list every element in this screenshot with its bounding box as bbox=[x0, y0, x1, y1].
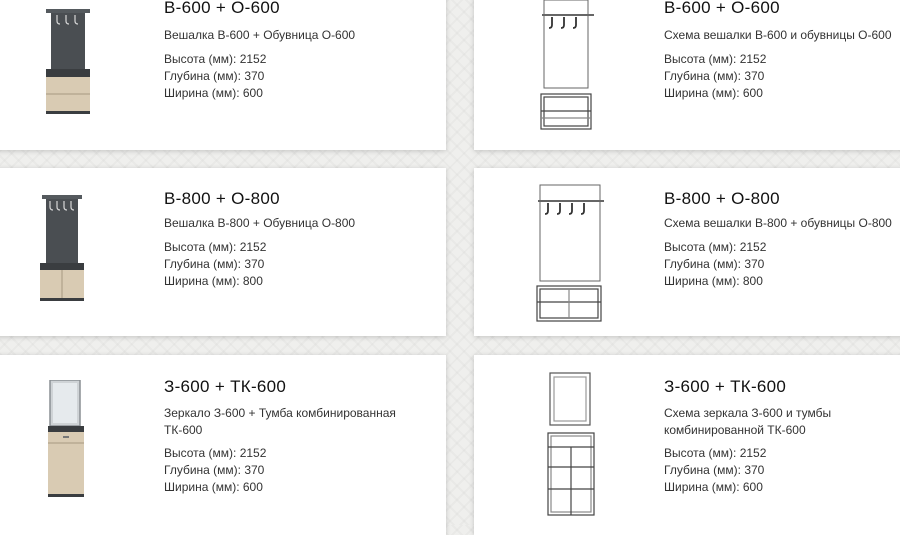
product-specs bbox=[664, 445, 766, 496]
product-subtitle: Схема зеркала З-600 и тумбы комбинированной ТК-600 bbox=[664, 406, 832, 437]
product-specs bbox=[164, 51, 266, 102]
product-photo[interactable] bbox=[40, 192, 84, 302]
spec-depth: Глубина (мм): 370 bbox=[164, 463, 265, 477]
product-specs bbox=[664, 51, 766, 102]
product-specs bbox=[164, 445, 266, 496]
spec-width: Ширина (мм): 800 bbox=[164, 274, 263, 288]
product-scheme[interactable] bbox=[546, 371, 596, 519]
product-subtitle: Схема вешалки В-800 + обувницы О-800 bbox=[664, 216, 892, 230]
product-card[interactable] bbox=[0, 355, 446, 535]
product-title[interactable]: В-600 + О-600 bbox=[664, 0, 780, 17]
product-subtitle: Вешалка В-800 + Обувница О-800 bbox=[164, 216, 356, 230]
product-photo[interactable] bbox=[48, 380, 84, 498]
spec-height: Высота (мм): 2152 bbox=[164, 52, 267, 66]
product-title[interactable]: В-600 + О-600 bbox=[164, 0, 280, 17]
product-subtitle: Схема вешалки В-600 и обувницы О-600 bbox=[664, 28, 892, 42]
product-title[interactable]: В-800 + О-800 bbox=[164, 189, 280, 208]
product-card[interactable] bbox=[0, 0, 446, 150]
spec-height: Высота (мм): 2152 bbox=[664, 52, 767, 66]
spec-depth: Глубина (мм): 370 bbox=[664, 463, 765, 477]
product-scheme[interactable] bbox=[538, 0, 598, 130]
spec-height: Высота (мм): 2152 bbox=[164, 446, 267, 460]
product-specs bbox=[164, 239, 266, 290]
product-card[interactable] bbox=[474, 168, 900, 336]
product-title[interactable]: В-800 + О-800 bbox=[664, 189, 780, 208]
spec-height: Высота (мм): 2152 bbox=[164, 240, 267, 254]
spec-depth: Глубина (мм): 370 bbox=[164, 69, 265, 83]
product-card[interactable] bbox=[0, 168, 446, 336]
spec-width: Ширина (мм): 600 bbox=[164, 86, 263, 100]
product-title[interactable]: З-600 + ТК-600 bbox=[164, 377, 287, 396]
product-card[interactable] bbox=[474, 355, 900, 535]
spec-depth: Глубина (мм): 370 bbox=[664, 69, 765, 83]
product-specs bbox=[664, 239, 766, 290]
product-subtitle: Вешалка В-600 + Обувница О-600 bbox=[164, 28, 356, 42]
spec-width: Ширина (мм): 600 bbox=[664, 86, 763, 100]
product-card[interactable] bbox=[474, 0, 900, 150]
product-subtitle: Зеркало З-600 + Тумба комбинированная ТК-600 bbox=[164, 406, 396, 437]
spec-depth: Глубина (мм): 370 bbox=[664, 257, 765, 271]
spec-width: Ширина (мм): 800 bbox=[664, 274, 763, 288]
spec-width: Ширина (мм): 600 bbox=[164, 480, 263, 494]
spec-depth: Глубина (мм): 370 bbox=[164, 257, 265, 271]
product-title[interactable]: З-600 + ТК-600 bbox=[664, 377, 787, 396]
product-scheme[interactable] bbox=[534, 183, 608, 328]
spec-height: Высота (мм): 2152 bbox=[664, 240, 767, 254]
spec-height: Высота (мм): 2152 bbox=[664, 446, 767, 460]
spec-width: Ширина (мм): 600 bbox=[664, 480, 763, 494]
product-photo[interactable] bbox=[46, 2, 90, 118]
